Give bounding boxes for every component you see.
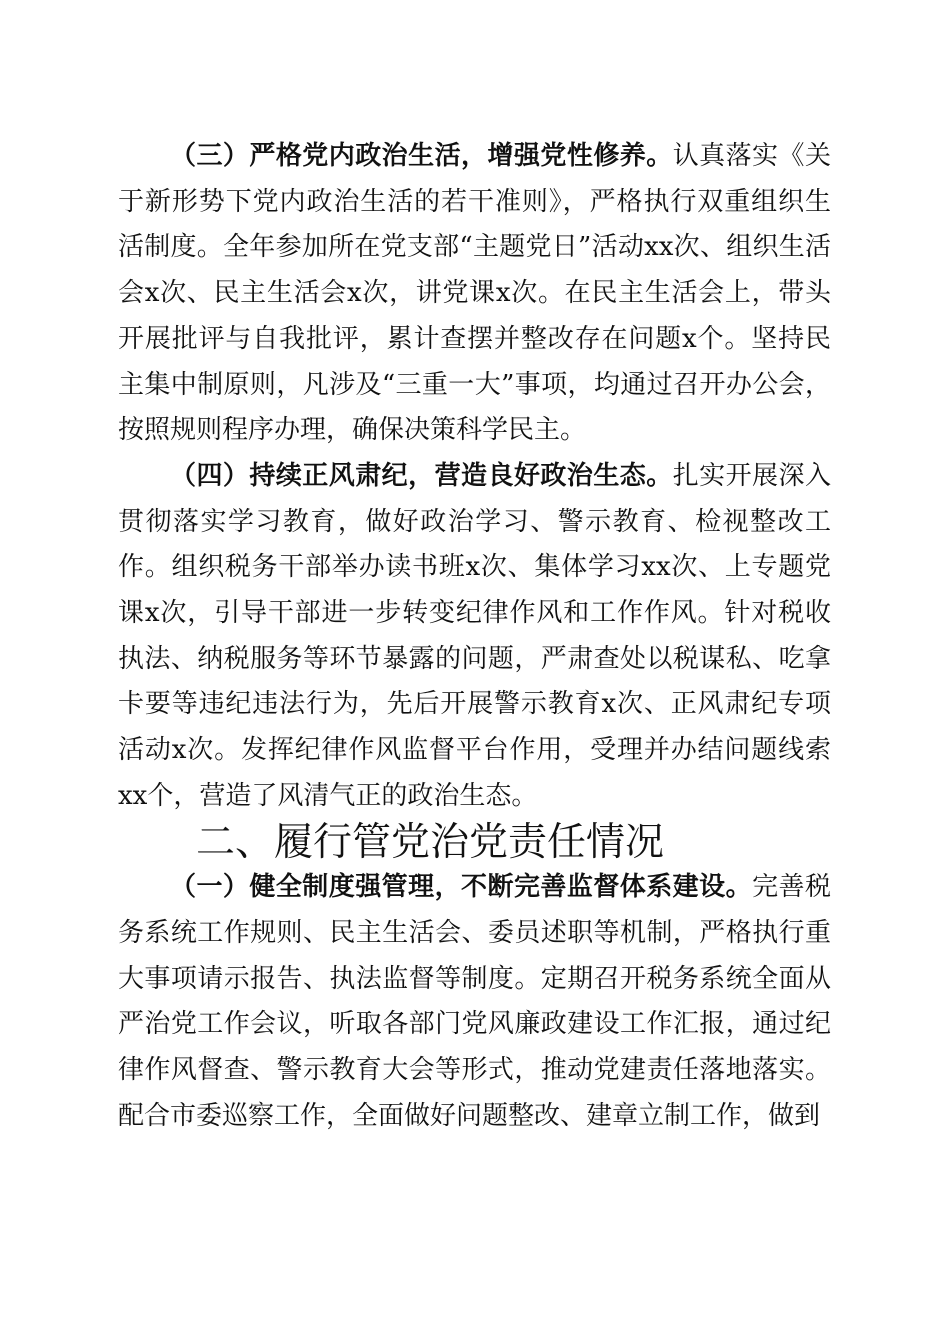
paragraph-body: 完善税务系统工作规则、民主生活会、委员述职等机制，严格执行重大事项请示报告、执法监督等制度。定期召开税务系统全面从严治党工作会议，听取各部门党风廉政建设工作汇报，通过纪律作风督查、警示教育大会等形式，推动党建责任落地落实。配合市委巡察工作，全面做好问题整改、建章立制工作，做到: [118, 872, 831, 1131]
paragraph-lead: （四）持续正风肃纪，营造良好政治生态。: [170, 460, 673, 491]
paragraph-lead: （三）严格党内政治生活，增强党性修养。: [170, 141, 673, 171]
paragraph-discipline: [118, 454, 831, 820]
paragraph-body: 扎实开展深入贯彻落实学习教育，做好政治学习、警示教育、检视整改工作。组织税务干部举办读书班x次、集体学习xx次、上专题党课x次，引导干部进一步转变纪律作风和工作作风。针对税收执法、纳税服务等环节暴露的问题，严肃查处以税谋私、吃拿卡要等违纪违法行为，先后开展警示教育x次、正风肃纪专项活动x次。发挥纪律作风监督平台作用，受理并办结问题线索xx个，营造了风清气正的政治生态。: [118, 460, 831, 811]
paragraph-body: 认真落实《关于新形势下党内政治生活的若干准则》，严格执行双重组织生活制度。全年参加所在党支部“主题党日”活动xx次、组织生活会x次、民主生活会x次，讲党课x次。在民主生活会上，带头开展批评与自我批评，累计查摆并整改存在问题x个。坚持民主集中制原则，凡涉及“三重一大”事项，均通过召开办公会，按照规则程序办理，确保决策科学民主。: [118, 141, 831, 446]
paragraph-institution-building: [118, 865, 831, 1139]
document-page: [118, 134, 831, 1139]
paragraph-party-political-life: [118, 134, 831, 454]
paragraph-lead: （一）健全制度强管理，不断完善监督体系建设。: [170, 872, 753, 903]
section-heading: 二、履行管党治党责任情况: [196, 819, 665, 865]
